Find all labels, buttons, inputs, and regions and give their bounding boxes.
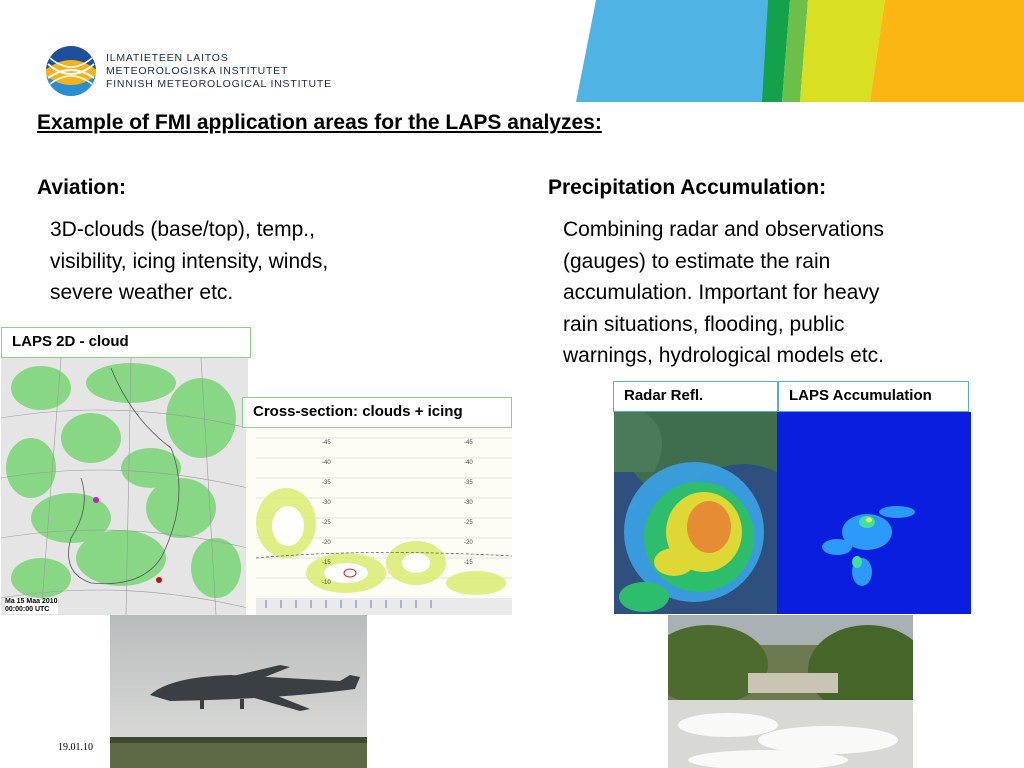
temp-label: -40 — [322, 460, 331, 466]
precip-line-2: (gauges) to estimate the rain — [563, 249, 831, 273]
aviation-line-3: severe weather etc. — [50, 281, 234, 304]
logo-line-2: METEOROLOGISKA INSTITUTET — [106, 65, 289, 77]
temp-label: -35 — [322, 480, 331, 486]
cloud-map-graphic — [1, 358, 248, 615]
fmi-logo-icon — [44, 44, 98, 98]
temp-label: -15 — [322, 560, 331, 566]
logo-line-1: ILMATIETEEN LAITOS — [106, 52, 229, 64]
map-timestamp — [5, 598, 58, 614]
temp-label: -35 — [464, 480, 473, 486]
temp-label: -25 — [464, 520, 473, 526]
logo-line-3: FINNISH METEOROLOGICAL INSTITUTE — [106, 78, 332, 90]
map-time: 00:00:00 UTC — [5, 606, 50, 613]
temp-label: -10 — [322, 580, 331, 586]
radar-label: Radar Refl. — [613, 381, 778, 412]
radar-map-graphic — [614, 412, 777, 614]
temp-labels-right — [464, 433, 473, 573]
temp-label: -30 — [464, 500, 473, 506]
accum-map-graphic — [777, 412, 971, 614]
precipitation-heading: Precipitation Accumulation: — [548, 176, 827, 199]
temp-label: -25 — [322, 520, 331, 526]
temp-label: -40 — [464, 460, 473, 466]
slide-title: Example of FMI application areas for the LAPS analyzes: — [37, 111, 602, 134]
aviation-text — [50, 214, 328, 309]
precip-line-5: warnings, hydrological models etc. — [563, 344, 884, 367]
cross-section-label: Cross-section: clouds + icing — [242, 397, 512, 428]
radar-refl-map — [614, 412, 777, 614]
laps-cloud-label: LAPS 2D - cloud — [1, 327, 251, 358]
aviation-line-2: visibility, icing intensity, winds, — [50, 249, 329, 273]
temp-label: -45 — [464, 440, 473, 446]
precip-line-4: rain situations, flooding, public — [563, 312, 845, 336]
aviation-line-1: 3D-clouds (base/top), temp., — [50, 218, 315, 241]
cross-section-chart — [246, 428, 512, 615]
aviation-heading: Aviation: — [37, 176, 127, 199]
laps-accum-map — [777, 412, 971, 614]
aircraft-graphic — [110, 615, 367, 768]
aircraft-photo — [110, 615, 367, 768]
precip-line-1: Combining radar and observations — [563, 218, 885, 241]
temp-labels-left — [322, 433, 331, 593]
temp-label: -30 — [322, 500, 331, 506]
logo-text — [106, 52, 332, 91]
laps-cloud-map — [1, 358, 248, 615]
footer-date: 19.01.10 — [58, 742, 93, 753]
flood-graphic — [668, 615, 913, 768]
temp-label: -20 — [322, 540, 331, 546]
precipitation-text — [563, 214, 884, 372]
temp-label: -20 — [464, 540, 473, 546]
temp-label: -15 — [464, 560, 473, 566]
flood-photo — [668, 615, 913, 768]
map-date: Ma 15 Maa 2010 — [5, 598, 58, 605]
temp-label: -45 — [322, 440, 331, 446]
laps-accum-label: LAPS Accumulation — [778, 381, 969, 412]
precip-line-3: accumulation. Important for heavy — [563, 281, 880, 304]
